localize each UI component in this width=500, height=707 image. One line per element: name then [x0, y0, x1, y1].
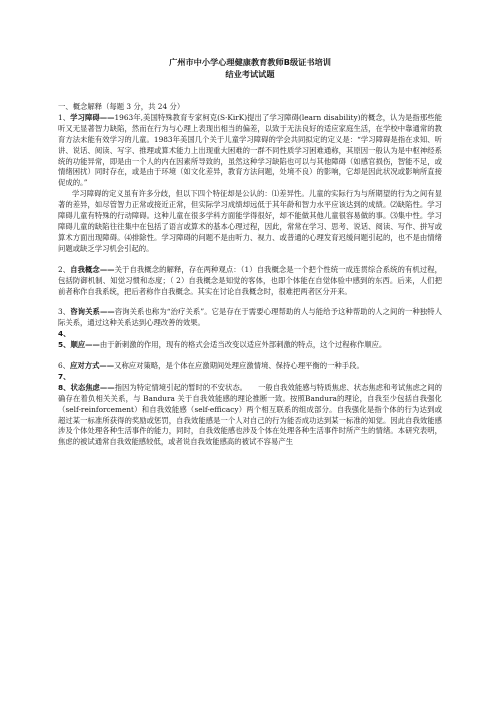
section-heading: 一、概念解释（每题 3 分，共 24 分）	[58, 102, 185, 111]
item-7	[58, 372, 442, 383]
item-term: 应对方式——	[70, 361, 115, 371]
item-number: 5、	[58, 340, 71, 350]
item-body: 1963年,美国特殊教育专家柯克(S·KirK)提出了学习障碍(learn disability)的概念，认为是指那些能听又无显著智力缺陷，然而在行为与心理上表现出相当的偏差，以致于无法良好的适应家庭生活，在学校中靠通常的教育方法未能有效学习的儿童。1983年美国几个关于儿童学习障碍的学会共同拟定的定义是：“学习障碍是指在求知、听讲、说话、阅读、写字、推理或算术能力上出现重大困难的一群不同性质学习困难通称，其原因一般认为是中枢神经系统的功能异常，即是由一个人的内在因素所导致的，虽然这种学习缺陷也可以与其他障碍（如感官损伤，智能不足，或情绪困扰）同时存在，或是由于环境（如文化差异，教育方法问题，处境不良）的影响，它却是因此状况或影响所直接促成的。”	[58, 112, 442, 188]
item-number: 7、	[58, 371, 71, 381]
item-accommodation	[58, 340, 442, 351]
item-number: 6、	[58, 361, 71, 371]
item-state-anxiety	[58, 383, 442, 448]
item-body: 关于自我概念的解释，存在两种观点：（1）自我概念是一个把个性统一成连贯综合系统的有机过程，包括防御机制、知觉习惯和态度；（ 2）自我概念是知觉的客体，也即个体能在自觉体验中感到的东西。后来，人们把前者称作自我系统，把后者称作自我概念。其实在讨论自我概念时，很难把两者区分开来。	[58, 264, 442, 296]
item-number: 1、	[58, 112, 71, 122]
item-term: 顺应——	[70, 340, 100, 350]
item-4	[58, 329, 442, 340]
item-body: 由于新刺激的作用，现有的格式会适当改变以适应外部刺激的特点，这个过程称作顺应。	[99, 340, 387, 350]
item-self-concept	[58, 265, 442, 298]
item-term: 咨询关系——	[70, 307, 115, 317]
doc-subtitle: 结业考试试题	[225, 69, 275, 79]
item-learning-disability-features: 学习障碍的定义虽有许多分歧，但以下四个特征却是公认的：⑴差异性。儿童的实际行为与所期望的行为之间有显著的差异，如尽管智力正常或接近正常，但实际学习成绩却远低于其年龄和智力水平应该达到的成绩。⑵缺陷性。学习障碍儿童有特殊的行动障碍。这种儿童在很多学科方面能学得很好，却不能做其他儿童很容易做的事。⑶集中性。学习障碍儿童的缺陷往往集中在包括了语言或算术的基本心理过程，因此，常常在学习、思考、说话、阅读、写作、拼写或算术方面出现障碍。⑷排除性。学习障碍的问题不是由听力、视力、或普通的心理发育迟缓问题引起的，也不是由情绪问题或缺乏学习机会引起的。	[58, 189, 442, 253]
item-number: 3、	[58, 307, 71, 317]
item-number: 2、	[58, 264, 71, 274]
item-number: 4、	[58, 329, 71, 339]
item-number: 8、	[58, 382, 71, 392]
item-counseling-relationship	[58, 307, 442, 329]
item-term: 学习障碍——	[70, 112, 115, 122]
item-body: 咨询关系也称为“治疗关系”。它是存在于需要心理帮助的人与能给予这种帮助的人之间的一种独特人际关系，通过这种关系达到心理改善的效果。	[58, 307, 442, 328]
item-body: 又称应对策略，是个体在应激期间处理应激情境、保持心理平衡的一种手段。	[114, 361, 364, 371]
item-learning-disability	[58, 113, 442, 189]
doc-title: 广州市中小学心理健康教育教师B级证书培训	[169, 57, 331, 67]
item-term: 自我概念——	[70, 264, 115, 274]
item-coping-style	[58, 361, 442, 372]
item-term: 状态焦虑——	[70, 382, 115, 392]
item-body: 指因为特定情境引起的暂时的不安状态。 一般自我效能感与特质焦虑、状态焦虑和考试焦虑之间的确存在着负相关关系，与 Bandura 关于自我效能感的理论推断一致。按照Bandura的理论，自我至少包括自我强化（self-reinforcement）和自我效能感（self-efficacy）两个相互联系的组成部分。自我强化是指个体的行为达到或超过某一标准所获得的奖励或惩罚，自我效能感是一个人对自己的行为能否成功达到某一标准的知觉。因此自我效能感涉及个体处理各种生活事件的能力，同时，自我效能感也涉及个体在处理各种生活事件时所产生的情绪。本研究表明，焦虑的被试通常自我效能感较低，或者说自我效能感高的被试不容易产生	[58, 382, 442, 447]
exam-page	[58, 56, 442, 448]
